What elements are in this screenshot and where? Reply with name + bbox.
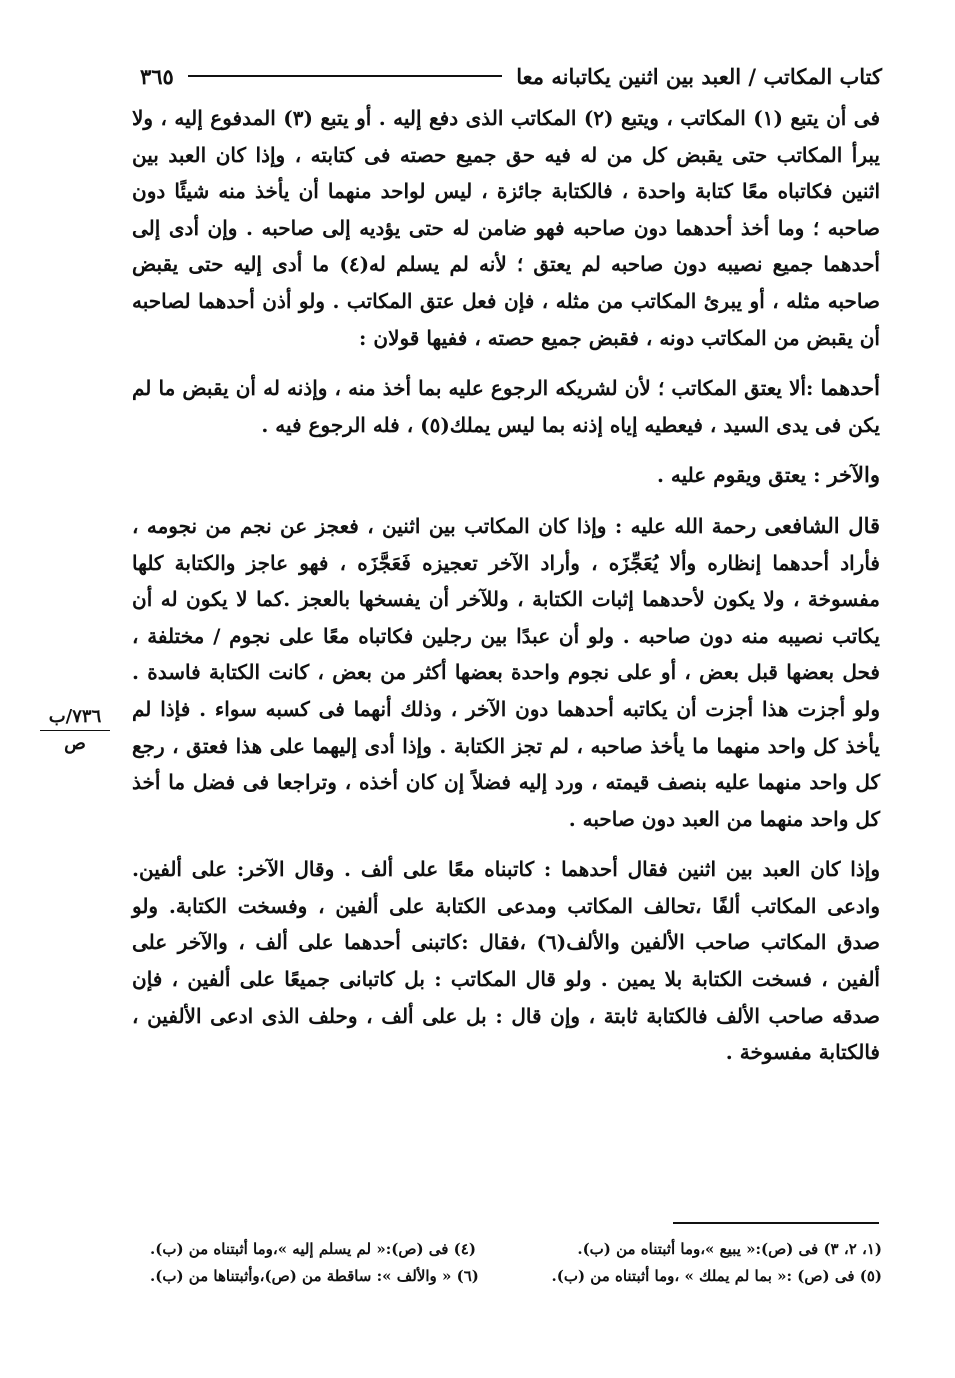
paragraph-5	[132, 851, 880, 1071]
paragraph-lead: قال الشافعى	[764, 512, 881, 538]
manuscript-siglum: ص	[64, 733, 86, 754]
paragraph-1	[132, 100, 880, 356]
running-header	[140, 56, 882, 96]
paragraph-text: رحمة الله عليه : وإذا كان المكاتب بين اثنين ، فعجز عن نجم من نجومه ، فأراد أحدهما إنظاره وألا يُعَجِّزَه ، وأراد الآخر تعجيزه فَعَجَّزَه ، فهو عاجز والكتابة كلها مفسوخة ، ولا يكون لأحدهما إثبات الكتابة ، وللآخر أن يفسخها بالعجز .كما لا يكون له أن يكاتب نصيبه منه دون صاحبه . ولو أن عبدًا بين رجلين فكاتباه معًا على نجوم / مختلفة ، فحل بعضها قبل بعض ، أو على نجوم واحدة بعضها أكثر من بعض ، كانت الكتابة فاسدة . ولو أجزت هذا أجزت أن يكاتبه أحدهما دون الآخر ، وذلك أنهما فى كسبه سواء . فإذا لم يأخذ كل واحد منهما ما يأخذ صاحبه ، لم تجز الكتابة . وإذا أدى إليهما على هذا فعتق ، رجع كل واحد منهما عليه بنصف قيمته ، ورد إليه فضلاً إن كان أخذه ، وتراجعا فى فضل ما أخذ كل واحد منهما من العبد دون صاحبه .	[132, 513, 880, 831]
footnote-row	[150, 1236, 882, 1263]
body-text	[132, 100, 880, 1085]
footnote-row	[150, 1263, 882, 1290]
paragraph-lead: أحدهما	[820, 375, 880, 401]
paragraph-text: : يعتق ويقوم عليه .	[657, 463, 828, 488]
page-number: ٣٦٥	[140, 63, 174, 89]
footnote-5: (٥) فى (ص) :« بما لم يملك » ،وما أثبتناه من (ب).	[551, 1267, 882, 1285]
footnote-6: (٦) « والألف »: ساقطة من (ص)،وأثبتناها من (ب).	[150, 1267, 479, 1285]
footnote-1-2-3: (١، ٢، ٣) فى (ص):« يبيع »،وما أثبتناه من (ب).	[577, 1240, 882, 1258]
paragraph-text: وإذا كان العبد بين اثنين فقال أحدهما : كاتبناه معًا على ألف . وقال الآخر: على ألفين. وادعى المكاتب ألفًا ،تحالف المكاتب ومدعى الكتابة على ألفين ، وفسخت الكتابة. ولو صدق المكاتب صاحب الألفين والألف(٦) ،فقال :كاتبنى أحدهما على ألف ، والآخر على ألفين ، فسخت الكتابة بلا يمين . ولو قال المكاتب : بل كاتبانى جميعًا على ألفين ، فإن صدقه صاحب الألف فالكتابة ثابتة ، وإن قال : بل على ألف ، وحلف الذى ادعى الألفين ، فالكتابة مفسوخة .	[132, 857, 880, 1065]
paragraph-4	[132, 508, 880, 837]
paragraph-lead: والآخر	[827, 462, 880, 488]
footnotes	[150, 1236, 882, 1290]
footnote-4: (٤) فى (ص):« لم يسلم إليه »،وما أثبتناه من (ب).	[150, 1240, 476, 1258]
paragraph-3	[132, 457, 880, 494]
paragraph-text: :ألا يعتق المكاتب ؛ لأن لشريكه الرجوع عليه بما أخذ منه ، وإذنه له أن يقبض ما لم يكن فى يدى السيد ، فيعطيه إياه إذنه بما ليس يملك(٥) ، فله الرجوع فيه .	[132, 376, 880, 437]
paragraph-2	[132, 370, 880, 443]
footnote-separator	[673, 1222, 879, 1224]
header-rule	[188, 75, 502, 77]
folio-reference: ٧٣٦/ب	[40, 706, 110, 731]
paragraph-text: فى أن يتبع (١) المكاتب ، ويتبع (٢) المكاتب الذى دفع إليه . أو يتبع (٣) المدفوع إليه ، ولا يبرأ المكاتب حتى يقبض كل من له فيه حق جميع حصته فى كتابته ، وإذا كان العبد بين اثنين فكاتباه معًا كتابة واحدة ، فالكتابة جائزة ، ليس لواحد منهما أن يأخذ منه شيئًا دون صاحبه ؛ وما أخذ أحدهما دون صاحبه فهو ضامن له حتى يؤديه إلى صاحبه . وإن أدى إلى أحدهما جميع نصيبه دون صاحبه لم يعتق ؛ لأنه لم يسلم له(٤) ما أدى إليه حتى يقبض صاحبه مثله ، أو يبرئ المكاتب من مثله ، فإن فعل عتق المكاتب . ولو أذن أحدهما لصاحبه أن يقبض من المكاتب دونه ، فقبض جميع حصته ، ففيها قولان :	[132, 106, 881, 350]
manuscript-folio-note	[40, 706, 110, 754]
header-title: كتاب المكاتب / العبد بين اثنين يكاتبانه معا	[516, 63, 882, 89]
